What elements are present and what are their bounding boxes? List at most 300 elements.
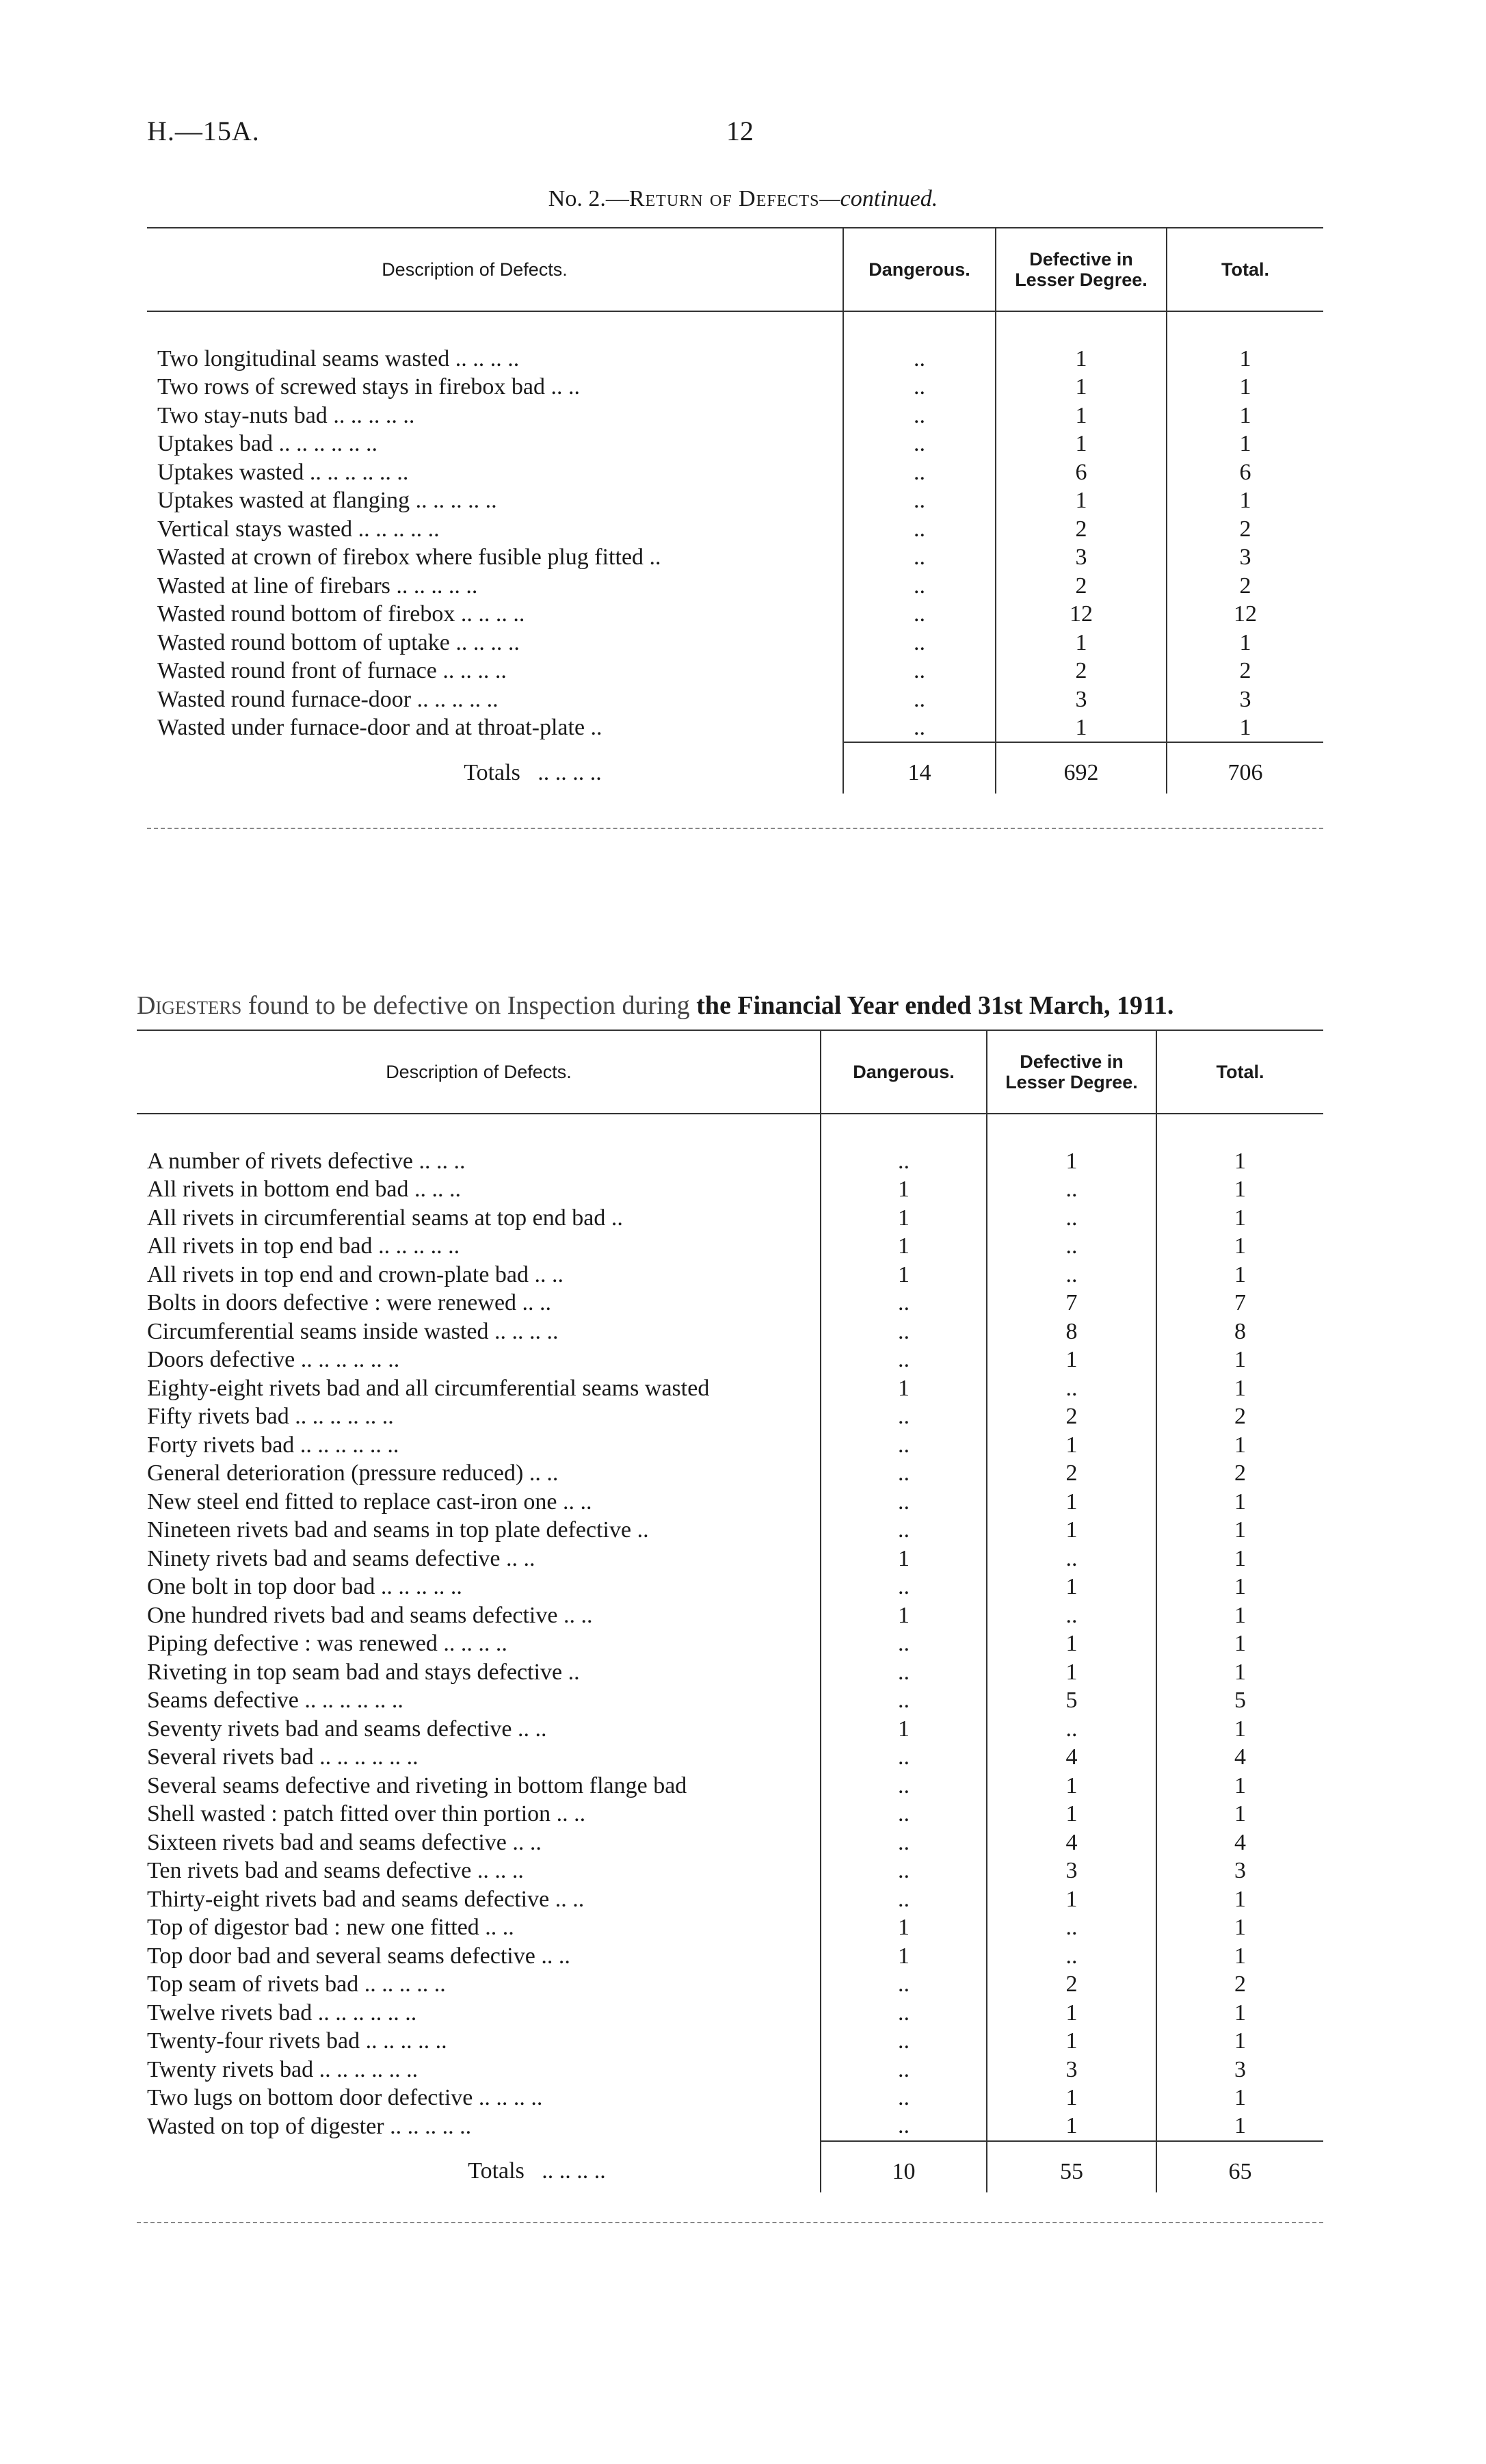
- lesser-degree-count: 1: [987, 2084, 1156, 2113]
- lesser-degree-count: 1: [987, 1630, 1156, 1659]
- defect-description: Wasted round bottom of uptake .. .. .. ..: [157, 629, 520, 655]
- dot-leader: .. .. ..: [496, 2085, 543, 2111]
- defect-description: Several seams defective and riveting in bottom flange bad: [147, 1772, 687, 1798]
- dot-leader: .. .. .. .. ..: [378, 1233, 460, 1259]
- dot-leader: .. ..: [517, 1716, 547, 1742]
- lesser-degree-count: 3: [987, 1857, 1156, 1886]
- table-row: [147, 572, 1323, 601]
- lesser-degree-count: 1: [987, 1517, 1156, 1545]
- total-count: 2: [1156, 1403, 1323, 1432]
- table-row: [137, 1403, 1323, 1432]
- table2-header-row: [137, 1030, 1323, 1114]
- total-count: 1: [1156, 1772, 1323, 1800]
- table-row: [137, 1204, 1323, 1233]
- defect-description: Wasted under furnace-door and at throat-plate ..: [157, 715, 602, 741]
- dangerous-count: ..: [843, 572, 996, 601]
- table-row: [137, 1289, 1323, 1318]
- dangerous-count: 1: [821, 1715, 987, 1744]
- total-count: 1: [1167, 714, 1323, 743]
- table-row: [137, 1545, 1323, 1573]
- defect-description: Wasted at line of firebars .. .. .. .. ..: [157, 573, 478, 599]
- table-row: [147, 685, 1323, 714]
- page-number: 12: [726, 116, 754, 146]
- totals-lesser-degree: 55: [987, 2141, 1156, 2192]
- defect-description: Top door bad and several seams defective .. ..: [147, 1943, 570, 1969]
- table-row: [137, 1573, 1323, 1602]
- table-row: [137, 1431, 1323, 1460]
- totals-total: 65: [1156, 2141, 1323, 2192]
- dot-leader: .. ..: [534, 1261, 564, 1287]
- col-header-lesser: Defective in Lesser Degree.: [996, 228, 1167, 311]
- total-count: 3: [1167, 685, 1323, 714]
- lesser-degree-count: ..: [987, 1233, 1156, 1261]
- table-row: [137, 1374, 1323, 1403]
- col-header-total: Total.: [1167, 228, 1323, 311]
- dangerous-count: ..: [821, 1999, 987, 2028]
- defect-description: Vertical stays wasted .. .. .. .. ..: [157, 516, 440, 542]
- dot-leader: .. ..: [550, 374, 580, 400]
- dangerous-count: ..: [821, 2056, 987, 2084]
- table1-defects: [147, 227, 1323, 794]
- dangerous-count: ..: [821, 1431, 987, 1460]
- table-row: [137, 1601, 1323, 1630]
- total-count: 1: [1156, 1715, 1323, 1744]
- lesser-degree-count: ..: [987, 1545, 1156, 1573]
- table-row: [137, 1318, 1323, 1346]
- dangerous-count: ..: [843, 657, 996, 686]
- table2-defects: [137, 1030, 1323, 2192]
- total-count: 1: [1156, 1658, 1323, 1687]
- lesser-degree-count: 7: [987, 1289, 1156, 1318]
- total-count: 2: [1167, 515, 1323, 544]
- defect-description: Eighty-eight rivets bad and all circumferential seams wasted: [147, 1375, 710, 1401]
- defect-description: Two rows of screwed stays in firebox bad .. ..: [157, 374, 580, 400]
- dangerous-count: ..: [821, 1460, 987, 1489]
- total-count: 2: [1167, 572, 1323, 601]
- table-row: [137, 1233, 1323, 1261]
- total-count: 3: [1156, 1857, 1323, 1886]
- lesser-degree-count: ..: [987, 1374, 1156, 1403]
- defect-description: Top of digestor bad : new one fitted .. ..: [147, 1915, 514, 1941]
- dot-leader: .. .. .. ..: [460, 601, 525, 627]
- dangerous-count: 1: [821, 1914, 987, 1943]
- dot-leader: .. ..: [485, 1915, 514, 1941]
- total-count: 1: [1156, 1800, 1323, 1829]
- lesser-degree-count: 1: [996, 373, 1167, 402]
- table-row: [137, 1147, 1323, 1176]
- table-row: [137, 1971, 1323, 2000]
- dot-leader: .. ..: [512, 1829, 542, 1855]
- dot-leader: .. ..: [505, 1545, 535, 1571]
- table-row: [147, 430, 1323, 459]
- lesser-degree-count: 1: [987, 1431, 1156, 1460]
- table2-title: [137, 991, 1340, 1021]
- table-row: [147, 629, 1323, 657]
- defect-description: Two longitudinal seams wasted .. .. .. ..: [157, 345, 520, 371]
- table-row: [137, 1630, 1323, 1659]
- lesser-degree-count: 1: [987, 1346, 1156, 1375]
- dangerous-count: ..: [821, 1147, 987, 1176]
- document-code: H.—15A.: [147, 116, 260, 146]
- lesser-degree-count: 1: [987, 1999, 1156, 2028]
- lesser-degree-count: 1: [987, 1147, 1156, 1176]
- defect-description: All rivets in top end and crown-plate bad .. ..: [147, 1261, 564, 1287]
- dot-leader: .. ..: [494, 1858, 524, 1884]
- dangerous-count: ..: [821, 1573, 987, 1602]
- dot-leader: .. .. .. ..: [407, 2113, 472, 2139]
- table-row: [147, 373, 1323, 402]
- defect-description: Twelve rivets bad .. .. .. .. .. ..: [147, 2000, 417, 2026]
- defect-description: Doors defective .. .. .. .. .. ..: [147, 1347, 400, 1373]
- total-count: 2: [1156, 1460, 1323, 1489]
- dot-leader: .. .. ..: [414, 1177, 461, 1203]
- total-count: 1: [1156, 2084, 1323, 2113]
- dot-leader: .. .. .. ..: [443, 1631, 507, 1657]
- total-count: 1: [1156, 1914, 1323, 1943]
- defect-description: Uptakes bad .. .. .. .. .. ..: [157, 431, 378, 457]
- defect-description: Riveting in top seam bad and stays defective ..: [147, 1659, 580, 1685]
- defect-description: General deterioration (pressure reduced) .. ..: [147, 1460, 559, 1486]
- table-row: [137, 2056, 1323, 2084]
- lesser-degree-count: 1: [996, 402, 1167, 430]
- dot-leader: ..: [568, 1659, 580, 1685]
- col-header-lesser: Defective in Lesser Degree.: [987, 1030, 1156, 1114]
- defect-description: Bolts in doors defective : were renewed .. ..: [147, 1290, 552, 1316]
- defect-description: Wasted round front of furnace .. .. .. ..: [157, 658, 507, 684]
- total-count: 1: [1156, 2112, 1323, 2141]
- table-row: [137, 1176, 1323, 1205]
- dangerous-count: ..: [843, 345, 996, 373]
- total-count: 1: [1156, 1346, 1323, 1375]
- defect-description: Wasted round bottom of firebox .. .. .. ..: [157, 601, 525, 627]
- totals-label: Totals .. .. .. ..: [464, 759, 602, 785]
- dangerous-count: ..: [821, 1800, 987, 1829]
- total-count: 6: [1167, 458, 1323, 487]
- lesser-degree-count: 2: [987, 1460, 1156, 1489]
- lesser-degree-count: 1: [996, 487, 1167, 516]
- table-row: [137, 1857, 1323, 1886]
- table1-title-main: Return of Defects: [628, 186, 820, 211]
- dangerous-count: 1: [821, 1942, 987, 1971]
- lesser-degree-count: 1: [987, 1573, 1156, 1602]
- total-count: 12: [1167, 601, 1323, 629]
- col-header-description: Description of Defects.: [386, 1062, 572, 1082]
- lesser-degree-count: 1: [996, 629, 1167, 657]
- dangerous-count: ..: [821, 1857, 987, 1886]
- defect-description: One bolt in top door bad .. .. .. .. ..: [147, 1574, 462, 1600]
- table-row: [137, 2112, 1323, 2141]
- dangerous-count: ..: [821, 1687, 987, 1716]
- dangerous-count: ..: [843, 685, 996, 714]
- dangerous-count: ..: [843, 373, 996, 402]
- defect-description: Sixteen rivets bad and seams defective .. ..: [147, 1829, 542, 1855]
- dangerous-count: ..: [821, 1630, 987, 1659]
- dot-leader: .. .. .. .. ..: [380, 1574, 462, 1600]
- lesser-degree-count: 1: [987, 1772, 1156, 1800]
- lesser-degree-count: 1: [996, 430, 1167, 459]
- dot-leader: .. .. .. .. .. ..: [300, 1432, 399, 1458]
- total-count: 1: [1167, 430, 1323, 459]
- lesser-degree-count: ..: [987, 1204, 1156, 1233]
- dot-leader: .. .. .. .. ..: [333, 402, 415, 428]
- dangerous-count: ..: [843, 487, 996, 516]
- dot-leader: ..: [649, 545, 661, 571]
- totals-lesser-degree: 692: [996, 742, 1167, 794]
- table2-title-bold: the Financial Year ended 31st March, 1911.: [696, 991, 1174, 1020]
- table2-title-light: found to be defective on Inspection during: [248, 991, 690, 1020]
- defect-description: Ten rivets bad and seams defective .. .. ..: [147, 1858, 524, 1884]
- table-row: [137, 1517, 1323, 1545]
- total-count: 2: [1156, 1971, 1323, 2000]
- lesser-degree-count: 3: [996, 544, 1167, 573]
- total-count: 4: [1156, 1829, 1323, 1857]
- table2-title-lead: Digesters: [137, 991, 242, 1020]
- lesser-degree-count: 3: [996, 685, 1167, 714]
- defect-description: Forty rivets bad .. .. .. .. .. ..: [147, 1432, 399, 1458]
- defect-description: Two stay-nuts bad .. .. .. .. ..: [157, 402, 415, 428]
- dangerous-count: ..: [843, 458, 996, 487]
- lesser-degree-count: 4: [987, 1829, 1156, 1857]
- dot-leader: .. .. .. .. .. ..: [309, 459, 409, 485]
- lesser-degree-count: 2: [996, 515, 1167, 544]
- col-header-description: Description of Defects.: [382, 259, 568, 280]
- lesser-degree-count: 1: [987, 1658, 1156, 1687]
- lesser-degree-count: ..: [987, 1914, 1156, 1943]
- lesser-degree-count: 2: [987, 1403, 1156, 1432]
- total-count: 1: [1167, 373, 1323, 402]
- dangerous-count: ..: [843, 714, 996, 743]
- total-count: 2: [1167, 657, 1323, 686]
- table-row: [147, 345, 1323, 373]
- dangerous-count: ..: [821, 2084, 987, 2113]
- defect-description: Shell wasted : patch fitted over thin portion .. ..: [147, 1801, 586, 1827]
- dangerous-count: ..: [821, 1658, 987, 1687]
- total-count: 8: [1156, 1318, 1323, 1346]
- table-row: [137, 1744, 1323, 1772]
- dot-leader: .. ..: [529, 1460, 559, 1486]
- dot-leader: .. .. .. .. ..: [335, 2000, 417, 2026]
- lesser-degree-count: 2: [996, 657, 1167, 686]
- table-row: [137, 1658, 1323, 1687]
- total-count: 1: [1156, 1233, 1323, 1261]
- table-row: [137, 1999, 1323, 2028]
- table-row: [137, 1460, 1323, 1489]
- defect-description: Twenty-four rivets bad .. .. .. .. ..: [147, 2028, 447, 2054]
- dangerous-count: 1: [821, 1601, 987, 1630]
- total-count: 1: [1156, 1630, 1323, 1659]
- totals-dangerous: 10: [821, 2141, 987, 2192]
- defect-description: Wasted on top of digester .. .. .. .. ..: [147, 2113, 472, 2139]
- dangerous-count: 1: [821, 1545, 987, 1573]
- defect-description: Several rivets bad .. .. .. .. .. ..: [147, 1744, 419, 1770]
- dot-leader: .. .. .. .. .. ..: [319, 2056, 419, 2082]
- table-row: [137, 1488, 1323, 1517]
- dot-leader: ..: [581, 1602, 593, 1628]
- total-count: 1: [1156, 1545, 1323, 1573]
- lesser-degree-count: ..: [987, 1601, 1156, 1630]
- dangerous-count: ..: [821, 1772, 987, 1800]
- total-count: 1: [1156, 1885, 1323, 1914]
- table-row: [147, 601, 1323, 629]
- totals-label: Totals .. .. .. ..: [468, 2158, 606, 2184]
- defect-description: Two lugs on bottom door defective .. .. .. ..: [147, 2085, 543, 2111]
- defect-description: New steel end fitted to replace cast-iron one .. ..: [147, 1489, 592, 1515]
- totals-total: 706: [1167, 742, 1323, 794]
- table-row: [137, 1715, 1323, 1744]
- lesser-degree-count: 1: [987, 2028, 1156, 2056]
- total-count: 3: [1167, 544, 1323, 573]
- table-row: [137, 1914, 1323, 1943]
- total-count: 1: [1156, 1517, 1323, 1545]
- lesser-degree-count: 2: [996, 572, 1167, 601]
- lesser-degree-count: 8: [987, 1318, 1156, 1346]
- dot-leader: ..: [611, 1205, 623, 1231]
- dot-leader: .. .. .. .. ..: [358, 516, 440, 542]
- dangerous-count: ..: [821, 1744, 987, 1772]
- dot-leader: .. .. .. .. ..: [364, 1971, 446, 1997]
- table-row: [137, 1885, 1323, 1914]
- defect-description: Circumferential seams inside wasted .. .. .. ..: [147, 1318, 559, 1344]
- dot-leader: ..: [574, 1801, 586, 1827]
- table-row: [137, 1687, 1323, 1716]
- lesser-degree-count: 4: [987, 1744, 1156, 1772]
- table1-title-suffix: —continued.: [819, 186, 938, 211]
- dangerous-count: ..: [843, 430, 996, 459]
- table-row: [137, 1346, 1323, 1375]
- defect-description: Wasted at crown of firebox where fusible plug fitted ..: [157, 545, 661, 571]
- table-row: [147, 544, 1323, 573]
- defect-description: Top seam of rivets bad .. .. .. .. ..: [147, 1971, 446, 1997]
- defect-description: All rivets in circumferential seams at top end bad ..: [147, 1205, 623, 1231]
- lesser-degree-count: 5: [987, 1687, 1156, 1716]
- defect-description: Uptakes wasted .. .. .. .. .. ..: [157, 459, 409, 485]
- defect-description: Seams defective .. .. .. .. .. ..: [147, 1688, 403, 1714]
- total-count: 1: [1156, 1431, 1323, 1460]
- defect-description: Piping defective : was renewed .. .. .. ..: [147, 1631, 507, 1657]
- dot-leader: .. .. .. .. .. ..: [295, 1404, 394, 1430]
- table-row: [137, 1942, 1323, 1971]
- total-count: 1: [1156, 1261, 1323, 1289]
- dangerous-count: ..: [821, 1517, 987, 1545]
- total-count: 1: [1167, 402, 1323, 430]
- total-count: 1: [1156, 1942, 1323, 1971]
- total-count: 1: [1167, 629, 1323, 657]
- table-row: [137, 1772, 1323, 1800]
- defect-description: Uptakes wasted at flanging .. .. .. .. ..: [157, 488, 497, 514]
- lesser-degree-count: 1: [987, 2112, 1156, 2141]
- defect-description: Twenty rivets bad .. .. .. .. .. ..: [147, 2056, 419, 2082]
- defect-description: A number of rivets defective .. .. ..: [147, 1148, 466, 1174]
- total-count: 7: [1156, 1289, 1323, 1318]
- total-count: 1: [1156, 1601, 1323, 1630]
- total-count: 1: [1156, 1999, 1323, 2028]
- table-row: [137, 2084, 1323, 2113]
- dot-leader: .. .. .. .. .. ..: [300, 1347, 400, 1373]
- dot-leader: .. .. ..: [512, 1318, 559, 1344]
- dot-leader: .. .. .. ..: [455, 629, 520, 655]
- table-row: [137, 2028, 1323, 2056]
- dot-leader: .. .. .. ..: [442, 658, 507, 684]
- dot-leader: .. .. .. .. ..: [336, 1744, 419, 1770]
- dot-leader: .. .. .. .. .. ..: [304, 1688, 403, 1714]
- dot-leader: ..: [590, 715, 602, 741]
- dangerous-count: ..: [843, 629, 996, 657]
- defect-description: Thirty-eight rivets bad and seams defective .. ..: [147, 1886, 585, 1912]
- lesser-degree-count: 1: [987, 1885, 1156, 1914]
- lesser-degree-count: ..: [987, 1176, 1156, 1205]
- dot-leader: .. .. .. .. ..: [365, 2028, 447, 2054]
- lesser-degree-count: 2: [987, 1971, 1156, 2000]
- dangerous-count: ..: [821, 1971, 987, 2000]
- dangerous-count: 1: [821, 1261, 987, 1289]
- dot-leader: .. .. .. ..: [455, 345, 520, 371]
- total-count: 1: [1156, 1147, 1323, 1176]
- table-row: [137, 1261, 1323, 1289]
- lesser-degree-count: 1: [996, 345, 1167, 373]
- total-count: 1: [1156, 1204, 1323, 1233]
- total-count: 1: [1167, 345, 1323, 373]
- dangerous-count: ..: [821, 2028, 987, 2056]
- dangerous-count: 1: [821, 1233, 987, 1261]
- total-count: 1: [1156, 1573, 1323, 1602]
- dangerous-count: 1: [821, 1374, 987, 1403]
- table2-bottom-rule: [137, 2222, 1323, 2223]
- col-header-total: Total.: [1156, 1030, 1323, 1114]
- total-count: 4: [1156, 1744, 1323, 1772]
- defect-description: Wasted round furnace-door .. .. .. .. ..: [157, 686, 499, 712]
- table-row: [147, 487, 1323, 516]
- col-header-dangerous: Dangerous.: [843, 228, 996, 311]
- defect-description: Nineteen rivets bad and seams in top plate defective ..: [147, 1517, 649, 1543]
- defect-description: Fifty rivets bad .. .. .. .. .. ..: [147, 1404, 394, 1430]
- dangerous-count: ..: [821, 1403, 987, 1432]
- table1-header-row: [147, 228, 1323, 311]
- table-row: [147, 515, 1323, 544]
- table-row: [147, 657, 1323, 686]
- lesser-degree-count: 1: [987, 1488, 1156, 1517]
- total-count: 3: [1156, 2056, 1323, 2084]
- table1-title: [0, 186, 1486, 212]
- lesser-degree-count: 3: [987, 2056, 1156, 2084]
- lesser-degree-count: ..: [987, 1715, 1156, 1744]
- dangerous-count: ..: [821, 1829, 987, 1857]
- dangerous-count: ..: [821, 1346, 987, 1375]
- lesser-degree-count: 1: [987, 1800, 1156, 1829]
- table1-title-prefix: No. 2.—: [548, 186, 629, 211]
- dangerous-count: ..: [821, 1289, 987, 1318]
- total-count: 5: [1156, 1687, 1323, 1716]
- dangerous-count: ..: [843, 601, 996, 629]
- totals-dangerous: 14: [843, 742, 996, 794]
- defect-description: One hundred rivets bad and seams defective .. ..: [147, 1602, 593, 1628]
- dot-leader: .. .. .. .. .. ..: [278, 431, 378, 457]
- totals-row: [137, 2141, 1323, 2192]
- dangerous-count: 1: [821, 1204, 987, 1233]
- dangerous-count: ..: [843, 544, 996, 573]
- totals-row: [147, 742, 1323, 794]
- lesser-degree-count: ..: [987, 1261, 1156, 1289]
- dot-leader: .. .. .. ..: [433, 488, 497, 514]
- dangerous-count: ..: [821, 2112, 987, 2141]
- total-count: 1: [1156, 2028, 1323, 2056]
- defect-description: Ninety rivets bad and seams defective .. ..: [147, 1545, 535, 1571]
- table-row: [137, 1800, 1323, 1829]
- dot-leader: .. .. ..: [419, 1148, 466, 1174]
- defect-description: Seventy rivets bad and seams defective .. ..: [147, 1716, 547, 1742]
- dot-leader: .. ..: [541, 1943, 570, 1969]
- dot-leader: .. ..: [555, 1886, 585, 1912]
- lesser-degree-count: 1: [996, 714, 1167, 743]
